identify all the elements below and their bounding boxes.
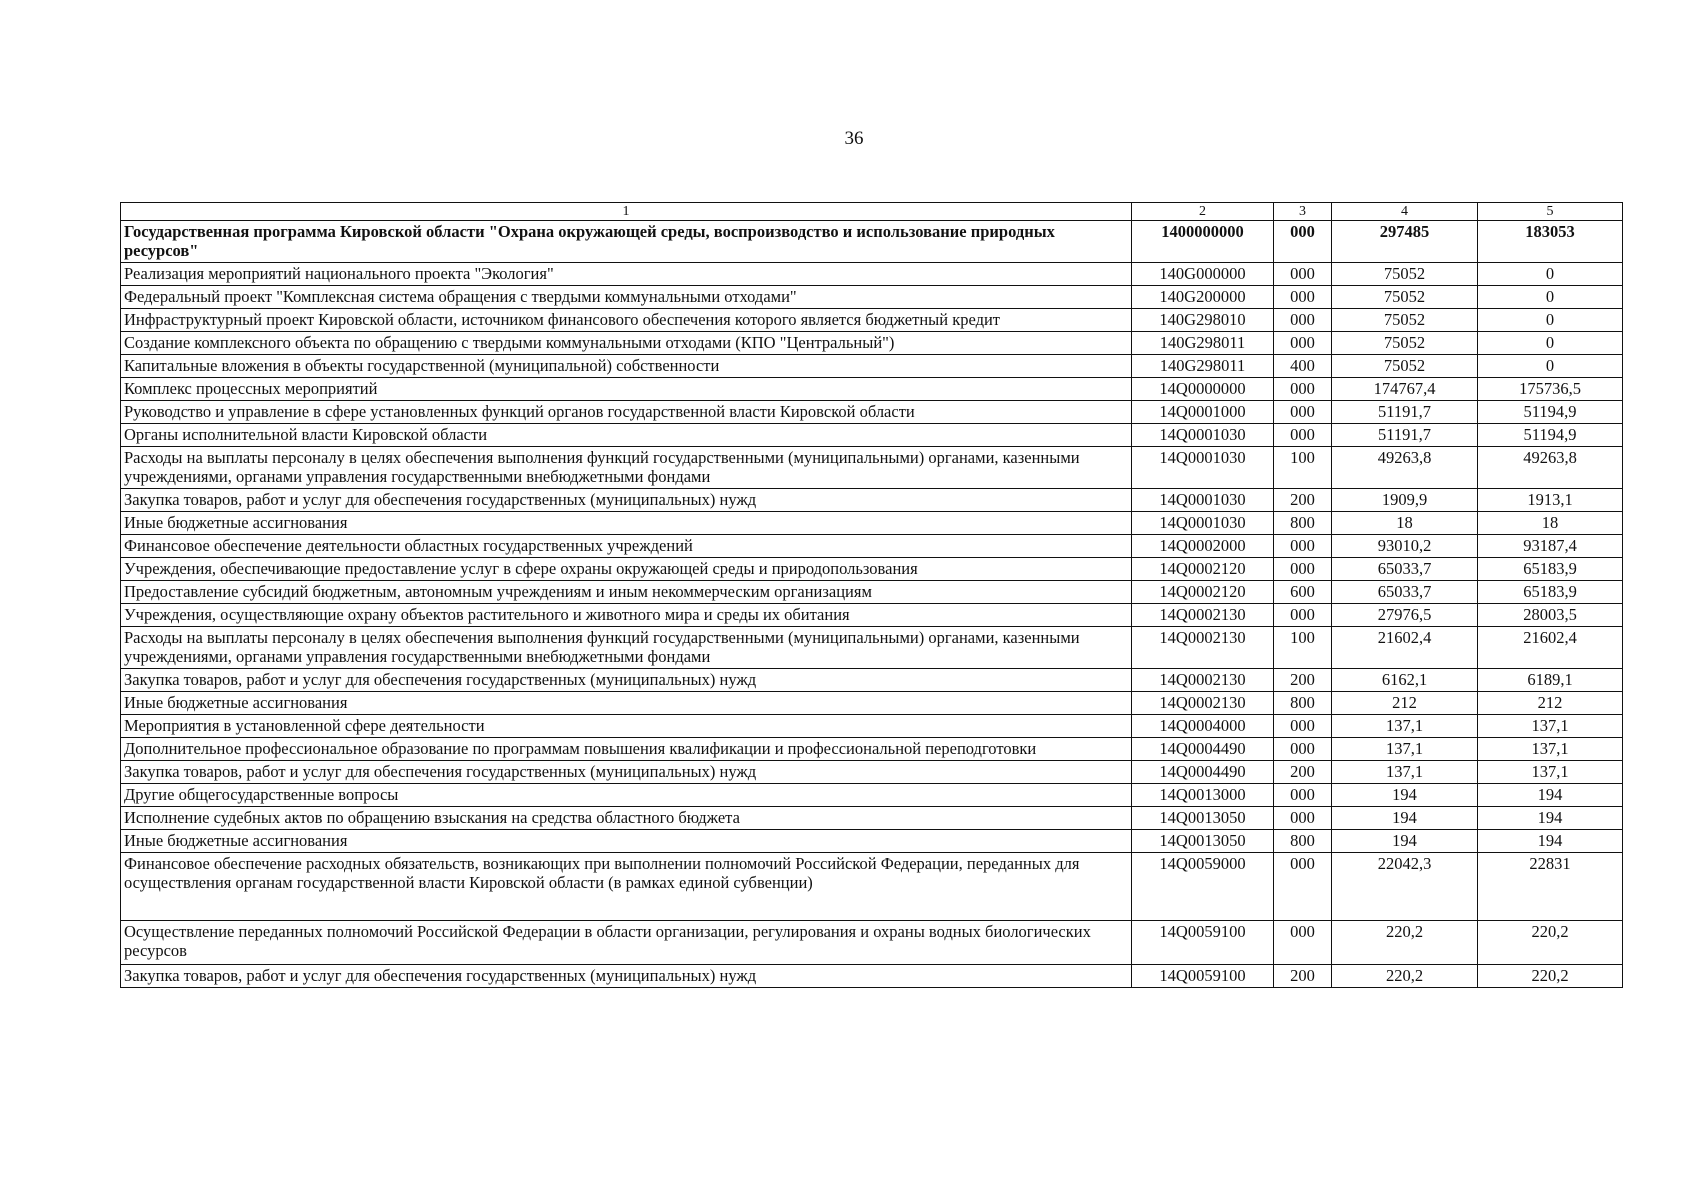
cell-name: Создание комплексного объекта по обращению с твердыми коммунальными отходами (КПО "Центральный") bbox=[121, 332, 1132, 355]
cell-type: 000 bbox=[1274, 604, 1332, 627]
cell-name: Исполнение судебных актов по обращению взыскания на средства областного бюджета bbox=[121, 807, 1132, 830]
cell-type: 000 bbox=[1274, 401, 1332, 424]
cell-name: Финансовое обеспечение деятельности областных государственных учреждений bbox=[121, 535, 1132, 558]
table-row bbox=[121, 715, 1623, 738]
cell-value-year2: 21602,4 bbox=[1478, 627, 1623, 669]
cell-type: 000 bbox=[1274, 309, 1332, 332]
cell-name: Реализация мероприятий национального проекта "Экология" bbox=[121, 263, 1132, 286]
cell-code: 14Q0002130 bbox=[1132, 604, 1274, 627]
cell-value-year2: 22831 bbox=[1478, 853, 1623, 921]
cell-code: 14Q0004000 bbox=[1132, 715, 1274, 738]
table-row bbox=[121, 558, 1623, 581]
cell-type: 200 bbox=[1274, 669, 1332, 692]
table-row bbox=[121, 692, 1623, 715]
table-row bbox=[121, 378, 1623, 401]
cell-type: 000 bbox=[1274, 424, 1332, 447]
cell-name: Иные бюджетные ассигнования bbox=[121, 692, 1132, 715]
cell-value-year2: 194 bbox=[1478, 807, 1623, 830]
cell-name: Осуществление переданных полномочий Российской Федерации в области организации, регулирования и охраны водных биологических ресурсов bbox=[121, 921, 1132, 965]
cell-code: 140G298010 bbox=[1132, 309, 1274, 332]
cell-name: Органы исполнительной власти Кировской области bbox=[121, 424, 1132, 447]
cell-name: Расходы на выплаты персоналу в целях обеспечения выполнения функций государственными (муниципальными) органами, казенными учреждениями, органами управления государственными внебюджетными фондами bbox=[121, 627, 1132, 669]
table-row bbox=[121, 424, 1623, 447]
cell-value-year2: 194 bbox=[1478, 784, 1623, 807]
cell-code: 14Q0059000 bbox=[1132, 853, 1274, 921]
cell-code: 1400000000 bbox=[1132, 221, 1274, 263]
cell-value-year2: 51194,9 bbox=[1478, 424, 1623, 447]
column-header-name: 1 bbox=[121, 203, 1132, 221]
cell-code: 140G298011 bbox=[1132, 332, 1274, 355]
cell-value-year2: 220,2 bbox=[1478, 965, 1623, 988]
cell-name: Иные бюджетные ассигнования bbox=[121, 512, 1132, 535]
cell-code: 14Q0013050 bbox=[1132, 807, 1274, 830]
cell-code: 14Q0002130 bbox=[1132, 627, 1274, 669]
cell-code: 14Q0002120 bbox=[1132, 558, 1274, 581]
cell-name: Учреждения, обеспечивающие предоставление услуг в сфере охраны окружающей среды и природопользования bbox=[121, 558, 1132, 581]
table-row bbox=[121, 401, 1623, 424]
cell-name: Расходы на выплаты персоналу в целях обеспечения выполнения функций государственными (муниципальными) органами, казенными учреждениями, органами управления государственными внебюджетными фондами bbox=[121, 447, 1132, 489]
table-row bbox=[121, 221, 1623, 263]
cell-code: 14Q0059100 bbox=[1132, 965, 1274, 988]
column-header-code: 2 bbox=[1132, 203, 1274, 221]
cell-value-year2: 137,1 bbox=[1478, 715, 1623, 738]
table-row bbox=[121, 627, 1623, 669]
cell-value-year1: 212 bbox=[1332, 692, 1478, 715]
cell-type: 000 bbox=[1274, 738, 1332, 761]
cell-name: Закупка товаров, работ и услуг для обеспечения государственных (муниципальных) нужд bbox=[121, 669, 1132, 692]
cell-value-year2: 28003,5 bbox=[1478, 604, 1623, 627]
cell-value-year1: 1909,9 bbox=[1332, 489, 1478, 512]
cell-code: 14Q0002120 bbox=[1132, 581, 1274, 604]
table-row bbox=[121, 309, 1623, 332]
cell-name: Руководство и управление в сфере установленных функций органов государственной власти Кировской области bbox=[121, 401, 1132, 424]
cell-value-year1: 27976,5 bbox=[1332, 604, 1478, 627]
table-row bbox=[121, 332, 1623, 355]
table-row bbox=[121, 535, 1623, 558]
cell-type: 200 bbox=[1274, 761, 1332, 784]
cell-value-year2: 65183,9 bbox=[1478, 558, 1623, 581]
cell-value-year2: 0 bbox=[1478, 309, 1623, 332]
cell-value-year2: 220,2 bbox=[1478, 921, 1623, 965]
cell-name: Другие общегосударственные вопросы bbox=[121, 784, 1132, 807]
cell-value-year1: 51191,7 bbox=[1332, 424, 1478, 447]
cell-name: Предоставление субсидий бюджетным, автономным учреждениям и иным некоммерческим организациям bbox=[121, 581, 1132, 604]
cell-value-year1: 75052 bbox=[1332, 332, 1478, 355]
table-row bbox=[121, 761, 1623, 784]
table-row bbox=[121, 830, 1623, 853]
cell-name: Учреждения, осуществляющие охрану объектов растительного и животного мира и среды их обитания bbox=[121, 604, 1132, 627]
cell-type: 000 bbox=[1274, 715, 1332, 738]
cell-value-year1: 174767,4 bbox=[1332, 378, 1478, 401]
cell-type: 000 bbox=[1274, 378, 1332, 401]
cell-value-year1: 75052 bbox=[1332, 286, 1478, 309]
cell-type: 000 bbox=[1274, 807, 1332, 830]
cell-value-year1: 18 bbox=[1332, 512, 1478, 535]
cell-value-year2: 0 bbox=[1478, 332, 1623, 355]
cell-code: 14Q0001030 bbox=[1132, 424, 1274, 447]
table-row bbox=[121, 669, 1623, 692]
table-row bbox=[121, 965, 1623, 988]
cell-type: 000 bbox=[1274, 784, 1332, 807]
cell-type: 000 bbox=[1274, 286, 1332, 309]
cell-value-year2: 18 bbox=[1478, 512, 1623, 535]
budget-table bbox=[120, 202, 1623, 988]
cell-code: 14Q0001030 bbox=[1132, 489, 1274, 512]
cell-type: 200 bbox=[1274, 489, 1332, 512]
cell-value-year2: 49263,8 bbox=[1478, 447, 1623, 489]
cell-type: 000 bbox=[1274, 263, 1332, 286]
table-body bbox=[121, 221, 1623, 988]
cell-value-year1: 75052 bbox=[1332, 355, 1478, 378]
cell-type: 800 bbox=[1274, 692, 1332, 715]
cell-code: 14Q0013050 bbox=[1132, 830, 1274, 853]
table-row bbox=[121, 489, 1623, 512]
table-row bbox=[121, 512, 1623, 535]
cell-code: 14Q0000000 bbox=[1132, 378, 1274, 401]
cell-code: 14Q0004490 bbox=[1132, 738, 1274, 761]
cell-name: Инфраструктурный проект Кировской области, источником финансового обеспечения которого является бюджетный кредит bbox=[121, 309, 1132, 332]
cell-value-year1: 65033,7 bbox=[1332, 558, 1478, 581]
cell-value-year2: 93187,4 bbox=[1478, 535, 1623, 558]
cell-value-year1: 51191,7 bbox=[1332, 401, 1478, 424]
cell-name: Закупка товаров, работ и услуг для обеспечения государственных (муниципальных) нужд bbox=[121, 489, 1132, 512]
cell-code: 140G200000 bbox=[1132, 286, 1274, 309]
cell-type: 800 bbox=[1274, 830, 1332, 853]
cell-value-year2: 0 bbox=[1478, 286, 1623, 309]
cell-type: 000 bbox=[1274, 221, 1332, 263]
cell-type: 000 bbox=[1274, 853, 1332, 921]
cell-value-year1: 220,2 bbox=[1332, 921, 1478, 965]
cell-name: Капитальные вложения в объекты государственной (муниципальной) собственности bbox=[121, 355, 1132, 378]
cell-value-year1: 137,1 bbox=[1332, 738, 1478, 761]
table-row bbox=[121, 807, 1623, 830]
table-row bbox=[121, 604, 1623, 627]
cell-type: 800 bbox=[1274, 512, 1332, 535]
cell-value-year1: 220,2 bbox=[1332, 965, 1478, 988]
cell-code: 14Q0001000 bbox=[1132, 401, 1274, 424]
cell-value-year1: 75052 bbox=[1332, 263, 1478, 286]
table-row bbox=[121, 263, 1623, 286]
column-header-year2: 5 bbox=[1478, 203, 1623, 221]
cell-value-year1: 65033,7 bbox=[1332, 581, 1478, 604]
table-row bbox=[121, 738, 1623, 761]
cell-value-year2: 0 bbox=[1478, 355, 1623, 378]
table-row bbox=[121, 921, 1623, 965]
cell-type: 000 bbox=[1274, 332, 1332, 355]
cell-name: Дополнительное профессиональное образование по программам повышения квалификации и профессиональной переподготовки bbox=[121, 738, 1132, 761]
cell-value-year1: 194 bbox=[1332, 807, 1478, 830]
cell-code: 140G298011 bbox=[1132, 355, 1274, 378]
cell-value-year2: 0 bbox=[1478, 263, 1623, 286]
cell-name: Закупка товаров, работ и услуг для обеспечения государственных (муниципальных) нужд bbox=[121, 761, 1132, 784]
table-row bbox=[121, 784, 1623, 807]
cell-code: 14Q0004490 bbox=[1132, 761, 1274, 784]
cell-type: 400 bbox=[1274, 355, 1332, 378]
cell-type: 000 bbox=[1274, 921, 1332, 965]
cell-name: Государственная программа Кировской области "Охрана окружающей среды, воспроизводство и использование природных ресурсов" bbox=[121, 221, 1132, 263]
cell-type: 200 bbox=[1274, 965, 1332, 988]
cell-value-year2: 1913,1 bbox=[1478, 489, 1623, 512]
cell-name: Иные бюджетные ассигнования bbox=[121, 830, 1132, 853]
table-header-row bbox=[121, 203, 1623, 221]
cell-value-year2: 137,1 bbox=[1478, 738, 1623, 761]
cell-code: 14Q0002000 bbox=[1132, 535, 1274, 558]
cell-value-year1: 49263,8 bbox=[1332, 447, 1478, 489]
cell-value-year2: 194 bbox=[1478, 830, 1623, 853]
column-header-year1: 4 bbox=[1332, 203, 1478, 221]
table-row bbox=[121, 581, 1623, 604]
table-row bbox=[121, 853, 1623, 921]
cell-value-year1: 194 bbox=[1332, 830, 1478, 853]
cell-value-year1: 297485 bbox=[1332, 221, 1478, 263]
cell-value-year2: 137,1 bbox=[1478, 761, 1623, 784]
cell-name: Мероприятия в установленной сфере деятельности bbox=[121, 715, 1132, 738]
cell-value-year1: 75052 bbox=[1332, 309, 1478, 332]
cell-value-year2: 65183,9 bbox=[1478, 581, 1623, 604]
cell-value-year2: 51194,9 bbox=[1478, 401, 1623, 424]
cell-code: 14Q0002130 bbox=[1132, 692, 1274, 715]
cell-value-year2: 183053 bbox=[1478, 221, 1623, 263]
cell-value-year1: 22042,3 bbox=[1332, 853, 1478, 921]
table-row bbox=[121, 447, 1623, 489]
cell-code: 140G000000 bbox=[1132, 263, 1274, 286]
table-row bbox=[121, 355, 1623, 378]
cell-type: 000 bbox=[1274, 558, 1332, 581]
cell-value-year1: 21602,4 bbox=[1332, 627, 1478, 669]
column-header-type: 3 bbox=[1274, 203, 1332, 221]
cell-type: 100 bbox=[1274, 447, 1332, 489]
cell-name: Финансовое обеспечение расходных обязательств, возникающих при выполнении полномочий Российской Федерации, переданных для осуществления органам государственной власти Кировской области (в рамках единой субвенции) bbox=[121, 853, 1132, 921]
cell-value-year2: 212 bbox=[1478, 692, 1623, 715]
cell-code: 14Q0059100 bbox=[1132, 921, 1274, 965]
cell-value-year1: 93010,2 bbox=[1332, 535, 1478, 558]
cell-value-year1: 194 bbox=[1332, 784, 1478, 807]
cell-value-year1: 6162,1 bbox=[1332, 669, 1478, 692]
cell-code: 14Q0001030 bbox=[1132, 512, 1274, 535]
cell-value-year2: 175736,5 bbox=[1478, 378, 1623, 401]
cell-value-year1: 137,1 bbox=[1332, 761, 1478, 784]
cell-value-year1: 137,1 bbox=[1332, 715, 1478, 738]
cell-code: 14Q0002130 bbox=[1132, 669, 1274, 692]
cell-code: 14Q0001030 bbox=[1132, 447, 1274, 489]
cell-name: Комплекс процессных мероприятий bbox=[121, 378, 1132, 401]
page-number: 36 bbox=[844, 128, 864, 149]
cell-name: Федеральный проект "Комплексная система обращения с твердыми коммунальными отходами" bbox=[121, 286, 1132, 309]
cell-code: 14Q0013000 bbox=[1132, 784, 1274, 807]
cell-name: Закупка товаров, работ и услуг для обеспечения государственных (муниципальных) нужд bbox=[121, 965, 1132, 988]
cell-type: 100 bbox=[1274, 627, 1332, 669]
table-row bbox=[121, 286, 1623, 309]
cell-type: 000 bbox=[1274, 535, 1332, 558]
cell-type: 600 bbox=[1274, 581, 1332, 604]
cell-value-year2: 6189,1 bbox=[1478, 669, 1623, 692]
